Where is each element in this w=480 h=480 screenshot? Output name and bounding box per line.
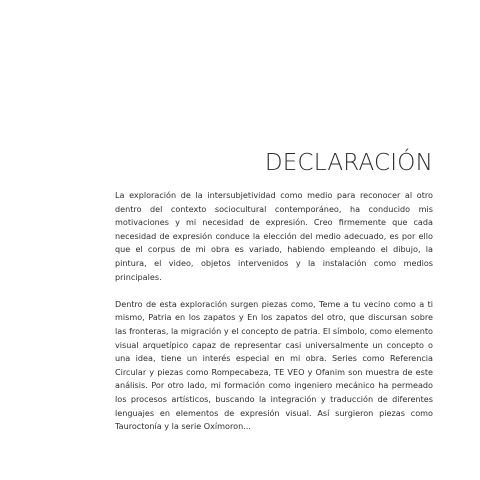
statement-body (115, 189, 433, 434)
page-title: DECLARACIÓN (264, 150, 433, 176)
paragraph: La exploración de la intersubjetividad como medio para reconocer al otro dentro del contexto sociocultural contemporáneo, ha conducido mis motivaciones y mi necesidad de expresión. Creo firmemente que cada necesidad de expresión conduce la elección del medio adecuado, es por ello que el corpus de mi obra es variado, habiendo empleando el dibujo, la pintura, el video, objetos intervenidos y la instalación como medios principales. (115, 190, 433, 282)
paragraph: Dentro de esta exploración surgen piezas como, Teme a tu vecino como a ti mismo, Patria en los zapatos y En los zapatos del otro, que discursan sobre las fronteras, la migración y el concepto de patria. El símbolo, como elemento visual arquetípico capaz de representar casi universalmente un concepto o una idea, tiene un interés especial en mi obra. Series como Referencia Circular y piezas como Rompecabeza, TE VEO y Ofanim son muestra de este análisis. Por otro lado, mi formación como ingeniero mecánico ha permeado los procesos artísticos, buscando la integración y traducción de diferentes lenguajes en elementos de expresión visual. Así surgieron piezas como Tauroctonía y la serie Oxímoron... (115, 298, 433, 432)
